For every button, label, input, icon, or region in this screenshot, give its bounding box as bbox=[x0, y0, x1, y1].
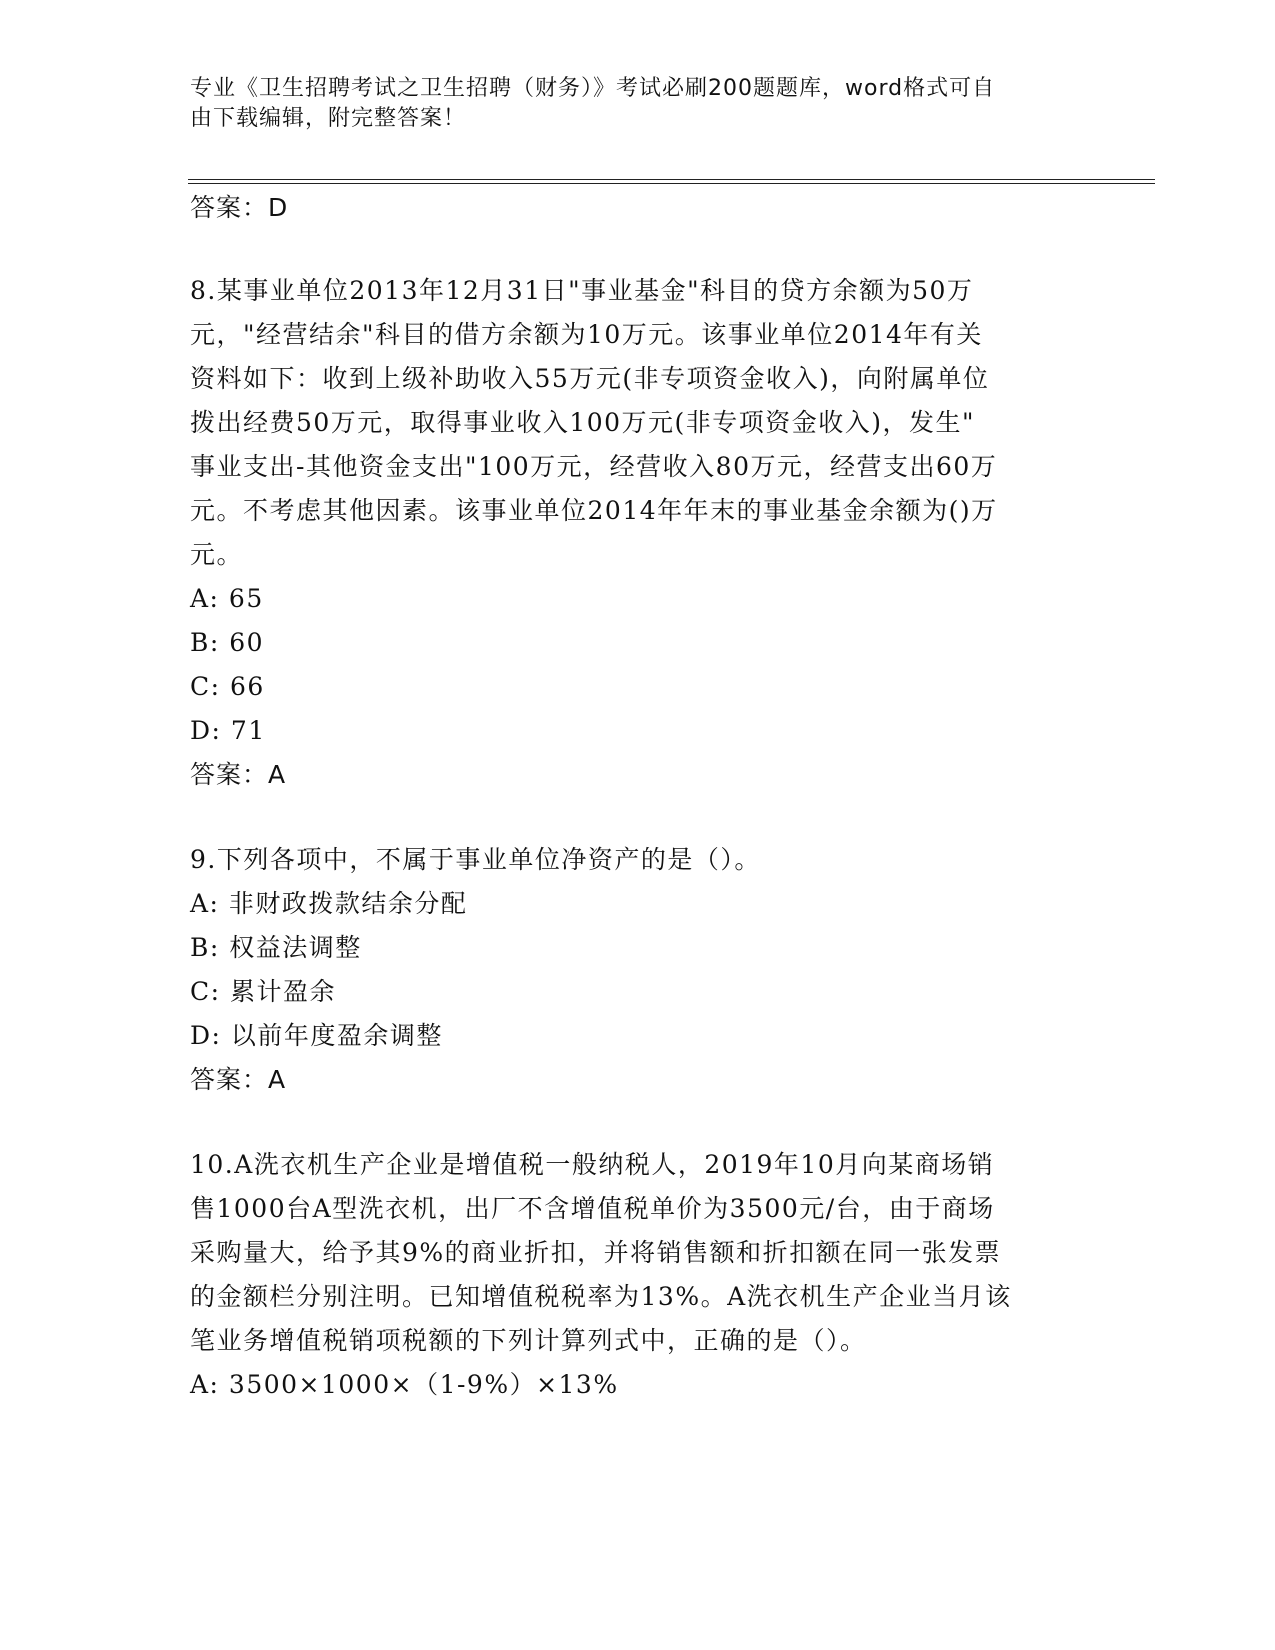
header-divider-bottom bbox=[188, 183, 1155, 184]
option-d: D: 71 bbox=[190, 716, 266, 745]
question-text-line: 元，"经营结余"科目的借方余额为10万元。该事业单位2014年有关 bbox=[190, 320, 983, 349]
question-text-line: 10.A洗衣机生产企业是增值税一般纳税人，2019年10月向某商场销 bbox=[190, 1150, 995, 1179]
question-text-line: 元。不考虑其他因素。该事业单位2014年年末的事业基金余额为()万 bbox=[190, 496, 998, 525]
page-header bbox=[190, 74, 1090, 134]
option-d: D: 以前年度盈余调整 bbox=[190, 1021, 443, 1050]
question-text-line: 的金额栏分别注明。已知增值税税率为13%。A洗衣机生产企业当月该 bbox=[190, 1282, 1012, 1311]
question-text-line: 9.下列各项中，不属于事业单位净资产的是（）。 bbox=[190, 845, 761, 874]
option-a: A: 3500×1000×（1-9%）×13% bbox=[190, 1370, 619, 1399]
option-b: B: 60 bbox=[190, 628, 265, 657]
option-a: A: 非财政拨款结余分配 bbox=[190, 889, 468, 918]
header-divider-top bbox=[188, 179, 1155, 180]
question-text-line: 元。 bbox=[190, 540, 244, 569]
answer-q8: 答案：A bbox=[190, 760, 287, 789]
header-line-2: 由下载编辑，附完整答案！ bbox=[190, 106, 467, 131]
question-text-line: 8.某事业单位2013年12月31日"事业基金"科目的贷方余额为50万 bbox=[190, 276, 974, 305]
question-text-line: 资料如下：收到上级补助收入55万元(非专项资金收入)，向附属单位 bbox=[190, 364, 990, 393]
question-text-line: 笔业务增值税销项税额的下列计算列式中，正确的是（）。 bbox=[190, 1326, 867, 1355]
question-text-line: 事业支出-其他资金支出"100万元，经营收入80万元，经营支出60万 bbox=[190, 452, 998, 481]
answer-q7: 答案：D bbox=[190, 193, 289, 222]
option-c: C: 累计盈余 bbox=[190, 977, 336, 1006]
question-text-line: 采购量大，给予其9%的商业折扣，并将销售额和折扣额在同一张发票 bbox=[190, 1238, 1002, 1267]
option-b: B: 权益法调整 bbox=[190, 933, 362, 962]
question-text-line: 拨出经费50万元，取得事业收入100万元(非专项资金收入)，发生" bbox=[190, 408, 976, 437]
option-a: A: 65 bbox=[190, 584, 264, 613]
header-line-1: 专业《卫生招聘考试之卫生招聘（财务）》考试必刷200题题库，word格式可自 bbox=[190, 76, 996, 101]
answer-q9: 答案：A bbox=[190, 1065, 287, 1094]
question-text-line: 售1000台A型洗衣机，出厂不含增值税单价为3500元/台，由于商场 bbox=[190, 1194, 995, 1223]
option-c: C: 66 bbox=[190, 672, 265, 701]
